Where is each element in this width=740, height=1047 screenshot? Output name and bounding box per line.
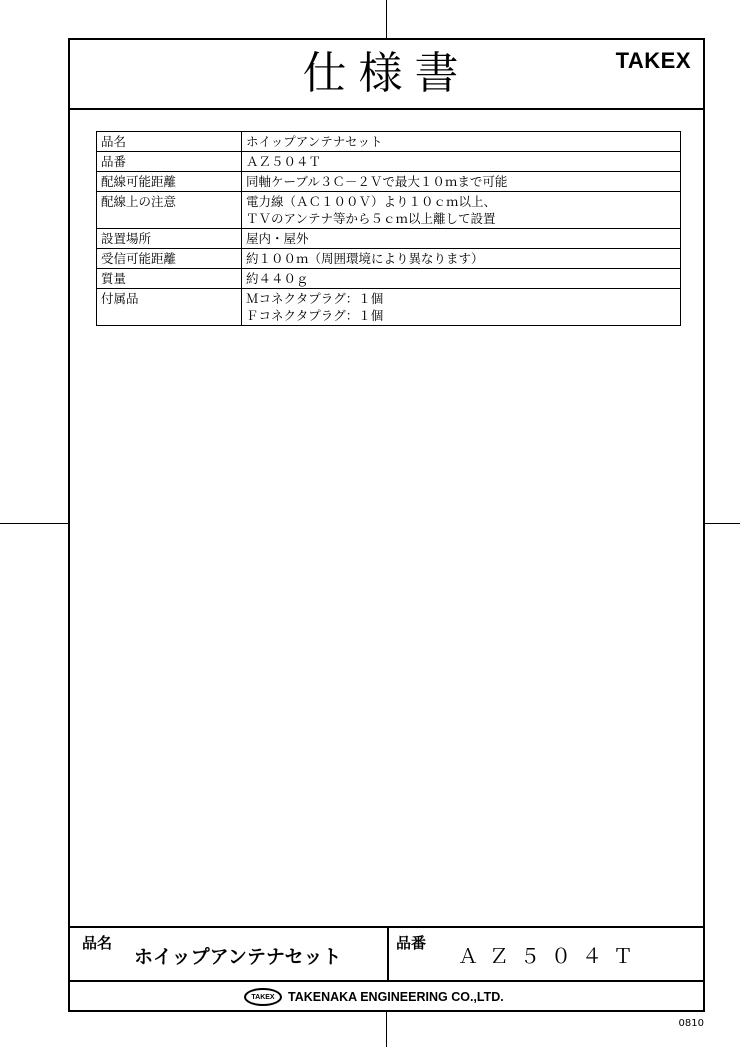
product-footer <box>70 926 703 982</box>
registration-mark-right <box>705 523 740 524</box>
spec-value <box>242 152 681 172</box>
spec-label: 配線上の注意 <box>97 192 242 229</box>
spec-row <box>97 269 681 289</box>
registration-mark-top <box>386 0 387 38</box>
spec-label: 受信可能距離 <box>97 249 242 269</box>
spec-value <box>242 269 681 289</box>
spec-value-line: ＴＶのアンテナ等から５ｃｍ以上離して設置 <box>246 211 496 226</box>
spec-label: 品番 <box>97 152 242 172</box>
spec-value-line: ホイップアンテナセット <box>246 134 383 149</box>
spec-value <box>242 192 681 229</box>
spec-value-line: 約４４０ｇ <box>246 271 309 286</box>
spec-value <box>242 249 681 269</box>
document-code: 0810 <box>678 1018 704 1029</box>
spec-value <box>242 229 681 249</box>
spec-value <box>242 132 681 152</box>
spec-label: 設置場所 <box>97 229 242 249</box>
company-footer <box>70 980 703 1014</box>
company-block <box>244 988 504 1006</box>
company-logo: TAKEX <box>244 988 282 1006</box>
sheet-header <box>70 40 703 110</box>
footer-number-label: 品番 <box>396 934 427 952</box>
footer-divider <box>387 928 389 982</box>
spec-row <box>97 152 681 172</box>
spec-value-line: 電力線（ＡＣ１００Ｖ）より１０ｃｍ以上、 <box>246 194 497 209</box>
footer-name-label: 品名 <box>82 934 113 952</box>
spec-table <box>96 131 681 326</box>
spec-value <box>242 172 681 192</box>
page-title: 仕様書 <box>302 48 471 99</box>
spec-row <box>97 132 681 152</box>
footer-name-value: ホイップアンテナセット <box>134 946 342 968</box>
company-name: TAKENAKA ENGINEERING CO.,LTD. <box>288 990 504 1004</box>
spec-label: 配線可能距離 <box>97 172 242 192</box>
registration-mark-left <box>0 523 68 524</box>
footer-number-value: ＡＺ５０４Ｔ <box>458 944 644 968</box>
spec-label: 付属品 <box>97 289 242 326</box>
spec-sheet-frame <box>68 38 705 1012</box>
brand-logo: TAKEX <box>615 48 691 73</box>
spec-row <box>97 289 681 326</box>
spec-label: 品名 <box>97 132 242 152</box>
spec-value-line: ＡＺ５０４Ｔ <box>246 154 322 169</box>
spec-row <box>97 172 681 192</box>
spec-row <box>97 229 681 249</box>
spec-value-line: 約１００ｍ（周囲環境により異なります） <box>246 251 484 266</box>
registration-mark-bottom <box>386 1012 387 1047</box>
spec-value-line: 屋内・屋外 <box>246 231 309 246</box>
spec-value-line: 同軸ケーブル３Ｃ－２Ｖで最大１０ｍまで可能 <box>246 174 508 189</box>
spec-value <box>242 289 681 326</box>
spec-value-line: Ｍコネクタプラグ：１個 <box>246 291 384 306</box>
spec-value-line: Ｆコネクタプラグ：１個 <box>246 308 384 323</box>
spec-row <box>97 192 681 229</box>
spec-row <box>97 249 681 269</box>
spec-label: 質量 <box>97 269 242 289</box>
